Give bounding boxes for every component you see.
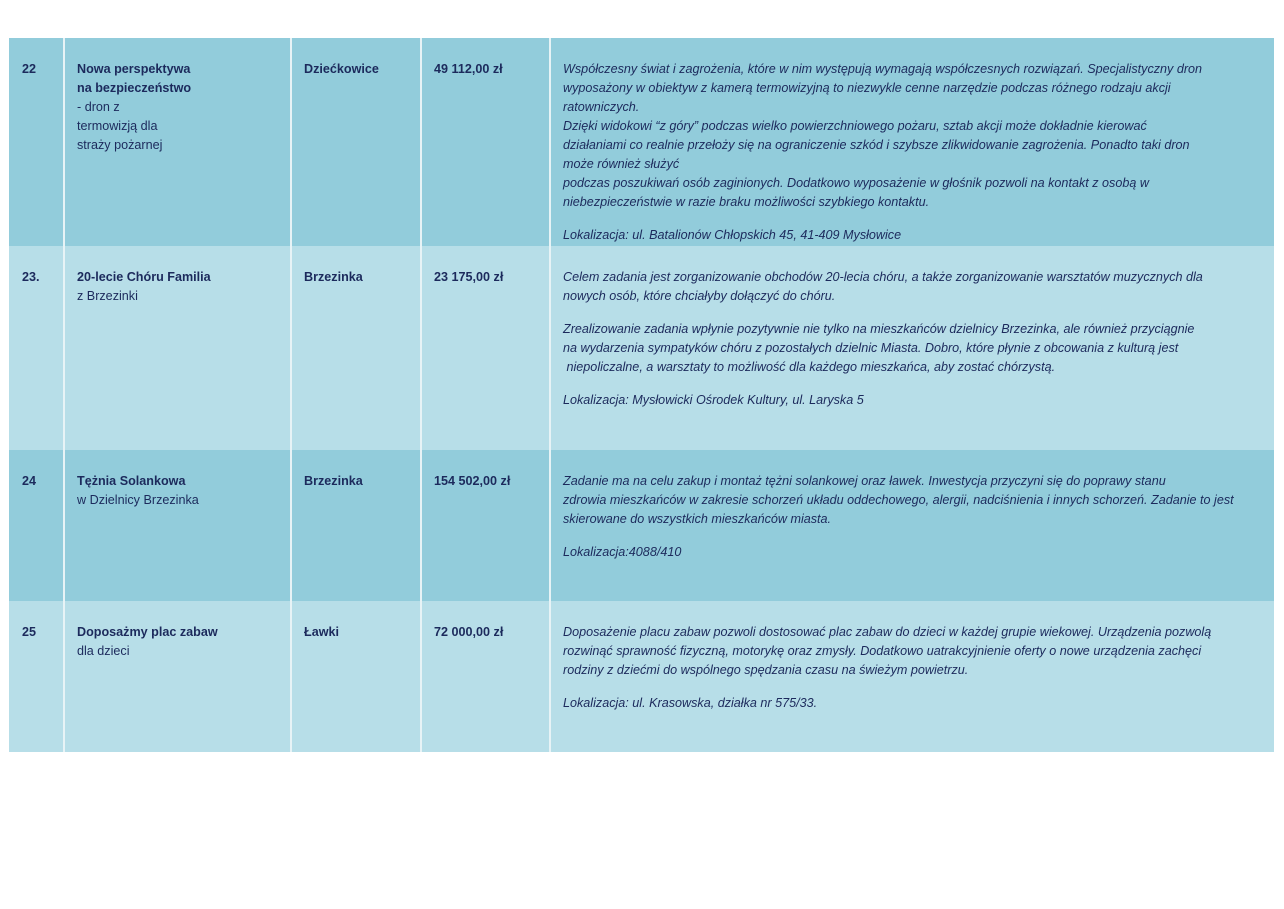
- column-divider: [63, 38, 65, 246]
- column-divider: [420, 450, 422, 601]
- description-line: niepoliczalne, a warsztaty to możliwość dla każdego mieszkańca, aby zostać chórzystą.: [563, 360, 1056, 374]
- amount: 49 112,00 zł: [434, 62, 503, 76]
- description-line: Zrealizowanie zadania wpłynie pozytywnie nie tylko na mieszkańców dzielnicy Brzezinka, ale również przyciągnie: [563, 322, 1195, 336]
- district: Dziećkowice: [304, 62, 379, 76]
- amount: 154 502,00 zł: [434, 474, 511, 488]
- description-line: Współczesny świat i zagrożenia, które w nim występują wymagają współczesnych rozwiązań. Specjalistyczny dron: [563, 62, 1203, 76]
- project-name-line: termowizją dla: [77, 119, 158, 133]
- row-number: 22: [22, 62, 37, 76]
- description: [551, 38, 1274, 246]
- project-name-line: straży pożarnej: [77, 138, 163, 152]
- column-divider: [63, 601, 65, 752]
- table-row: [9, 601, 1274, 752]
- project-name: [65, 246, 292, 450]
- location-text: Lokalizacja: ul. Batalionów Chłopskich 45, 41-409 Mysłowice: [563, 228, 902, 242]
- description: [551, 246, 1274, 450]
- district: Ławki: [304, 625, 339, 639]
- description-line: podczas poszukiwań osób zaginionych. Dodatkowo wyposażenie w głośnik pozwoli na kontakt z osobą w: [563, 176, 1149, 190]
- column-divider: [420, 601, 422, 752]
- column-divider: [549, 450, 551, 601]
- row-number: 24: [22, 474, 37, 488]
- column-divider: [549, 601, 551, 752]
- project-name-line: - dron z: [77, 100, 120, 114]
- description-line: na wydarzenia sympatyków chóru z pozostałych dzielnic Miasta. Dobro, które płynie z obcowania z kulturą jest: [563, 341, 1179, 355]
- table-row: [9, 38, 1274, 246]
- column-divider: [420, 246, 422, 450]
- description-line: nowych osób, które chciałyby dołączyć do chóru.: [563, 289, 836, 303]
- district: Brzezinka: [304, 270, 363, 284]
- project-name-line: 20-lecie Chóru Familia: [77, 270, 211, 284]
- project-name-line: w Dzielnicy Brzezinka: [77, 493, 199, 507]
- column-divider: [290, 246, 292, 450]
- column-divider: [420, 38, 422, 246]
- project-name-line: Doposażmy plac zabaw: [77, 625, 218, 639]
- project-name: [65, 38, 292, 246]
- district: Brzezinka: [304, 474, 363, 488]
- table-row: [9, 450, 1274, 601]
- column-divider: [63, 450, 65, 601]
- column-divider: [549, 38, 551, 246]
- description-line: Zadanie ma na celu zakup i montaż tężni solankowej oraz ławek. Inwestycja przyczyni się do poprawy stanu: [563, 474, 1166, 488]
- description: [551, 450, 1274, 601]
- column-divider: [290, 450, 292, 601]
- project-name-line: Nowa perspektywa: [77, 62, 191, 76]
- project-name: [65, 450, 292, 601]
- description-line: rozwinąć sprawność fizyczną, motorykę oraz zmysły. Dodatkowo uatrakcyjnienie oferty o nowe urządzenia zachęci: [563, 644, 1202, 658]
- description-line: rodziny z dziećmi do wspólnego spędzania czasu na świeżym powietrzu.: [563, 663, 969, 677]
- description-line: wyposażony w obiektyw z kamerą termowizyjną to niezwykle cenne narzędzie podczas różnego rodzaju akcji: [563, 81, 1171, 95]
- description-line: ratowniczych.: [563, 100, 640, 114]
- projects-table: [9, 38, 1274, 752]
- row-number: 25: [22, 625, 37, 639]
- description-line: Celem zadania jest zorganizowanie obchodów 20-lecia chóru, a także zorganizowanie warsztatów muzycznych dla: [563, 270, 1203, 284]
- project-name-line: z Brzezinki: [77, 289, 138, 303]
- project-name-line: Tężnia Solankowa: [77, 474, 186, 488]
- table-row: [9, 246, 1274, 450]
- project-name-line: na bezpieczeństwo: [77, 81, 192, 95]
- row-number: 23.: [22, 270, 40, 284]
- amount: 72 000,00 zł: [434, 625, 504, 639]
- location-text: Lokalizacja: ul. Krasowska, działka nr 575/33.: [563, 696, 818, 710]
- column-divider: [549, 246, 551, 450]
- description-line: skierowane do wszystkich mieszkańców miasta.: [563, 512, 832, 526]
- column-divider: [290, 38, 292, 246]
- project-name: [65, 601, 292, 752]
- location-text: Lokalizacja:4088/410: [563, 545, 682, 559]
- location-text: Lokalizacja: Mysłowicki Ośrodek Kultury, ul. Laryska 5: [563, 393, 864, 407]
- description-line: Dzięki widokowi “z góry” podczas wielko powierzchniowego pożaru, sztab akcji może dokładnie kierować: [563, 119, 1147, 133]
- column-divider: [63, 246, 65, 450]
- description-line: niebezpieczeństwie w razie braku możliwości szybkiego kontaktu.: [563, 195, 930, 209]
- description-line: działaniami co realnie przełoży się na ograniczenie szkód i szybsze zlikwidowanie zagrożenia. Ponadto taki dron: [563, 138, 1190, 152]
- description-line: zdrowia mieszkańców w zakresie schorzeń układu oddechowego, alergii, nadciśnienia i innych schorzeń. Zadanie to jest: [563, 493, 1234, 507]
- project-name-line: dla dzieci: [77, 644, 130, 658]
- column-divider: [290, 601, 292, 752]
- amount: 23 175,00 zł: [434, 270, 504, 284]
- description: [551, 601, 1274, 752]
- description-line: Doposażenie placu zabaw pozwoli dostosować plac zabaw do dzieci w każdej grupie wiekowej. Urządzenia pozwolą: [563, 625, 1212, 639]
- description-line: może również służyć: [563, 157, 680, 171]
